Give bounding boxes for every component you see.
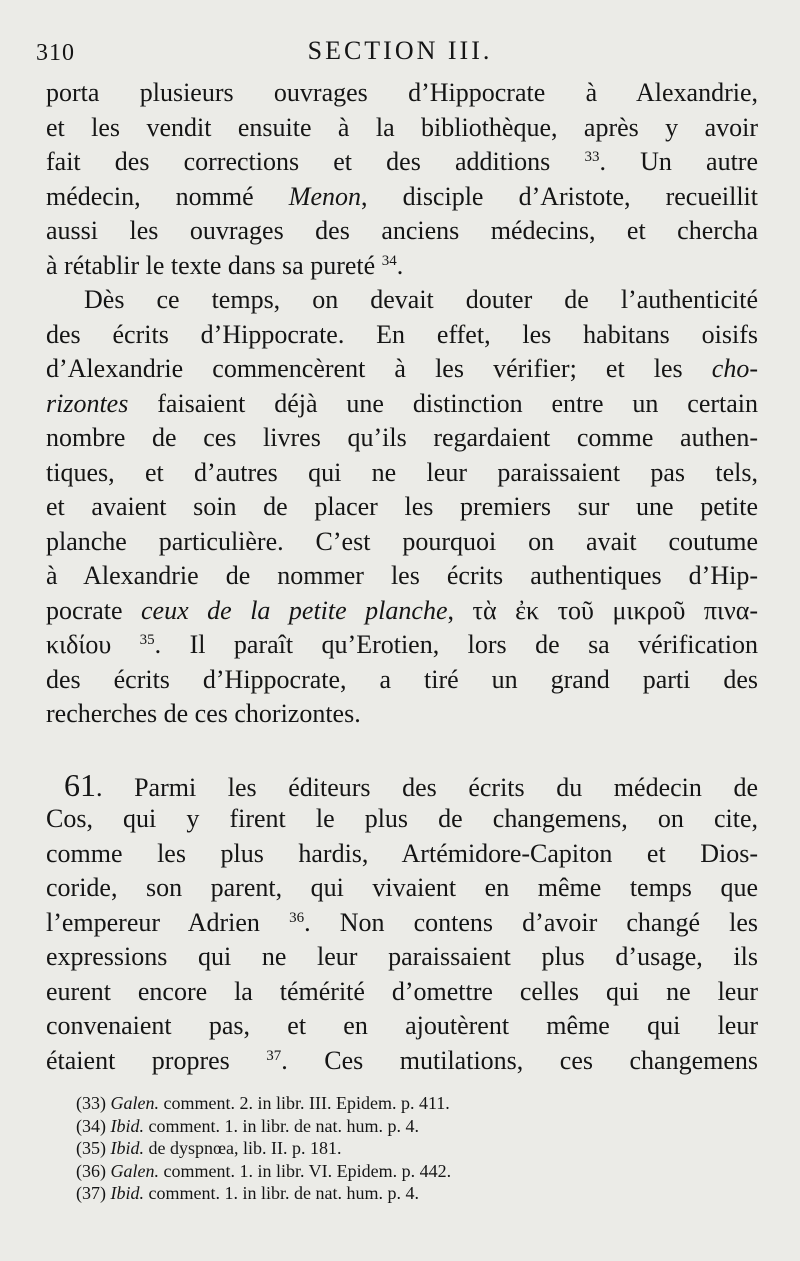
- italic-text: Menon: [288, 181, 361, 211]
- italic-text: Galen.: [110, 1160, 159, 1181]
- running-head: SECTION III.: [307, 36, 493, 65]
- footnote: [76, 1137, 636, 1160]
- text-run: comment. 1. in libr. de nat. hum. p. 4.: [144, 1183, 419, 1203]
- text-line: [46, 387, 758, 422]
- text-run: (35): [76, 1138, 111, 1158]
- text-line: [46, 180, 758, 215]
- text-run: d’Alexandrie commencèrent à les vérifier; et les: [46, 354, 712, 383]
- text-line: [46, 768, 758, 803]
- italic-text: Ibid.: [110, 1138, 144, 1158]
- text-run: de dyspnœa, lib. II. p. 181.: [144, 1138, 342, 1158]
- text-run: pocrate: [46, 595, 142, 625]
- text-run: recherches de ces chorizontes.: [46, 699, 361, 728]
- footnote: [76, 1092, 636, 1115]
- body-text: [46, 76, 758, 1078]
- text-run: à Alexandrie de nommer les écrits authentiques d’Hip-: [46, 561, 758, 590]
- text-line: [46, 456, 758, 491]
- text-run: . Un autre: [599, 147, 758, 176]
- text-run: Cos, qui y firent le plus de changemens, on cite,: [46, 804, 758, 833]
- text-run: comment. 1. in libr. de nat. hum. p. 4.: [144, 1115, 419, 1136]
- text-line: [46, 663, 758, 698]
- text-run: .: [396, 250, 404, 280]
- footnote-ref: 35: [139, 632, 155, 648]
- text-run: étaient propres: [46, 1045, 267, 1075]
- text-run: (36): [76, 1160, 111, 1181]
- text-line: [46, 975, 758, 1010]
- italic-text: cho-: [711, 354, 758, 383]
- text-line: [46, 525, 758, 560]
- footnote-ref: 34: [381, 252, 397, 269]
- text-run: tiques, et d’autres qui ne leur paraissaient pas tels,: [46, 457, 758, 487]
- footnotes: [76, 1092, 636, 1205]
- text-run: expressions qui ne leur paraissaient plus d’usage, ils: [46, 942, 758, 971]
- text-run: eurent encore la témérité d’omettre celles qui ne leur: [46, 976, 758, 1006]
- text-run: des écrits d’Hippocrate. En effet, les habitans oisifs: [46, 319, 758, 349]
- italic-text: rizontes: [46, 388, 129, 418]
- text-line: [46, 559, 758, 594]
- footnote-ref: 37: [266, 1047, 282, 1064]
- text-line: [46, 76, 758, 111]
- footnote-ref: 33: [584, 149, 600, 165]
- page-number: 310: [36, 40, 75, 66]
- footnote: [76, 1182, 636, 1205]
- text-run: des écrits d’Hippocrate, a tiré un grand parti des: [46, 664, 758, 694]
- text-line: [46, 283, 758, 318]
- text-line: [46, 249, 758, 284]
- text-line: [46, 214, 758, 249]
- text-run: . Ces mutilations, ces changemens: [281, 1045, 759, 1075]
- text-run: κιδίου: [46, 630, 140, 659]
- text-run: fait des corrections et des additions: [46, 147, 585, 176]
- text-run: (33): [76, 1093, 111, 1113]
- text-run: convenaient pas, et en ajoutèrent même qui leur: [46, 1011, 758, 1040]
- text-run: comme les plus hardis, Artémidore-Capiton et Dios-: [46, 838, 758, 868]
- italic-text: Galen.: [110, 1093, 159, 1113]
- text-run: coride, son parent, qui vivaient en même temps que: [46, 873, 758, 902]
- footnote: [76, 1115, 636, 1138]
- text-run: et avaient soin de placer les premiers sur une petite: [46, 492, 758, 521]
- text-run: à rétablir le texte dans sa pureté: [46, 250, 382, 280]
- text-line: [46, 802, 758, 837]
- paragraph-number: 61: [64, 766, 96, 803]
- text-line: [46, 421, 758, 456]
- italic-text: Ibid.: [110, 1115, 144, 1136]
- text-run: nombre de ces livres qu’ils regardaient comme authen-: [46, 423, 758, 452]
- text-run: , disciple d’Aristote, recueillit: [360, 181, 758, 211]
- text-run: aussi les ouvrages des anciens médecins, et chercha: [46, 216, 758, 245]
- text-run: . Non contens d’avoir changé les: [304, 907, 759, 937]
- italic-text: ceux de la petite planche: [141, 595, 448, 625]
- paragraph-gap: [46, 732, 758, 768]
- text-run: et les vendit ensuite à la bibliothèque, après y avoir: [46, 112, 758, 142]
- text-line: [46, 906, 758, 941]
- text-run: . Il paraît qu’Erotien, lors de sa vérification: [154, 630, 758, 659]
- text-line: [46, 352, 758, 387]
- text-line: [46, 318, 758, 353]
- text-run: . Parmi les éditeurs des écrits du médecin de: [96, 772, 758, 802]
- text-line: [46, 628, 758, 663]
- italic-text: Ibid.: [110, 1183, 144, 1203]
- text-run: porta plusieurs ouvrages d’Hippocrate à Alexandrie,: [46, 78, 758, 107]
- footnote: [76, 1160, 636, 1183]
- text-run: faisaient déjà une distinction entre un certain: [128, 388, 758, 418]
- text-line: [46, 1044, 758, 1079]
- text-line: [46, 837, 758, 872]
- text-line: [46, 490, 758, 525]
- text-line: [46, 145, 758, 180]
- text-run: , τὰ ἐκ τοῦ μικροῦ πινα-: [447, 595, 758, 625]
- text-line: [46, 111, 758, 146]
- text-line: [46, 697, 758, 732]
- text-run: (34): [76, 1115, 111, 1136]
- text-line: [46, 1009, 758, 1044]
- page-header: [0, 34, 800, 74]
- text-run: comment. 2. in libr. III. Epidem. p. 411.: [159, 1093, 450, 1113]
- text-run: Dès ce temps, on devait douter de l’authenticité: [84, 285, 758, 314]
- text-line: [46, 940, 758, 975]
- text-run: planche particulière. C’est pourquoi on avait coutume: [46, 526, 758, 556]
- text-run: médecin, nommé: [46, 181, 289, 211]
- text-line: [46, 594, 758, 629]
- text-line: [46, 871, 758, 906]
- text-run: (37): [76, 1183, 111, 1203]
- footnote-ref: 36: [289, 909, 305, 926]
- text-run: l’empereur Adrien: [46, 907, 290, 937]
- text-run: comment. 1. in libr. VI. Epidem. p. 442.: [159, 1160, 452, 1181]
